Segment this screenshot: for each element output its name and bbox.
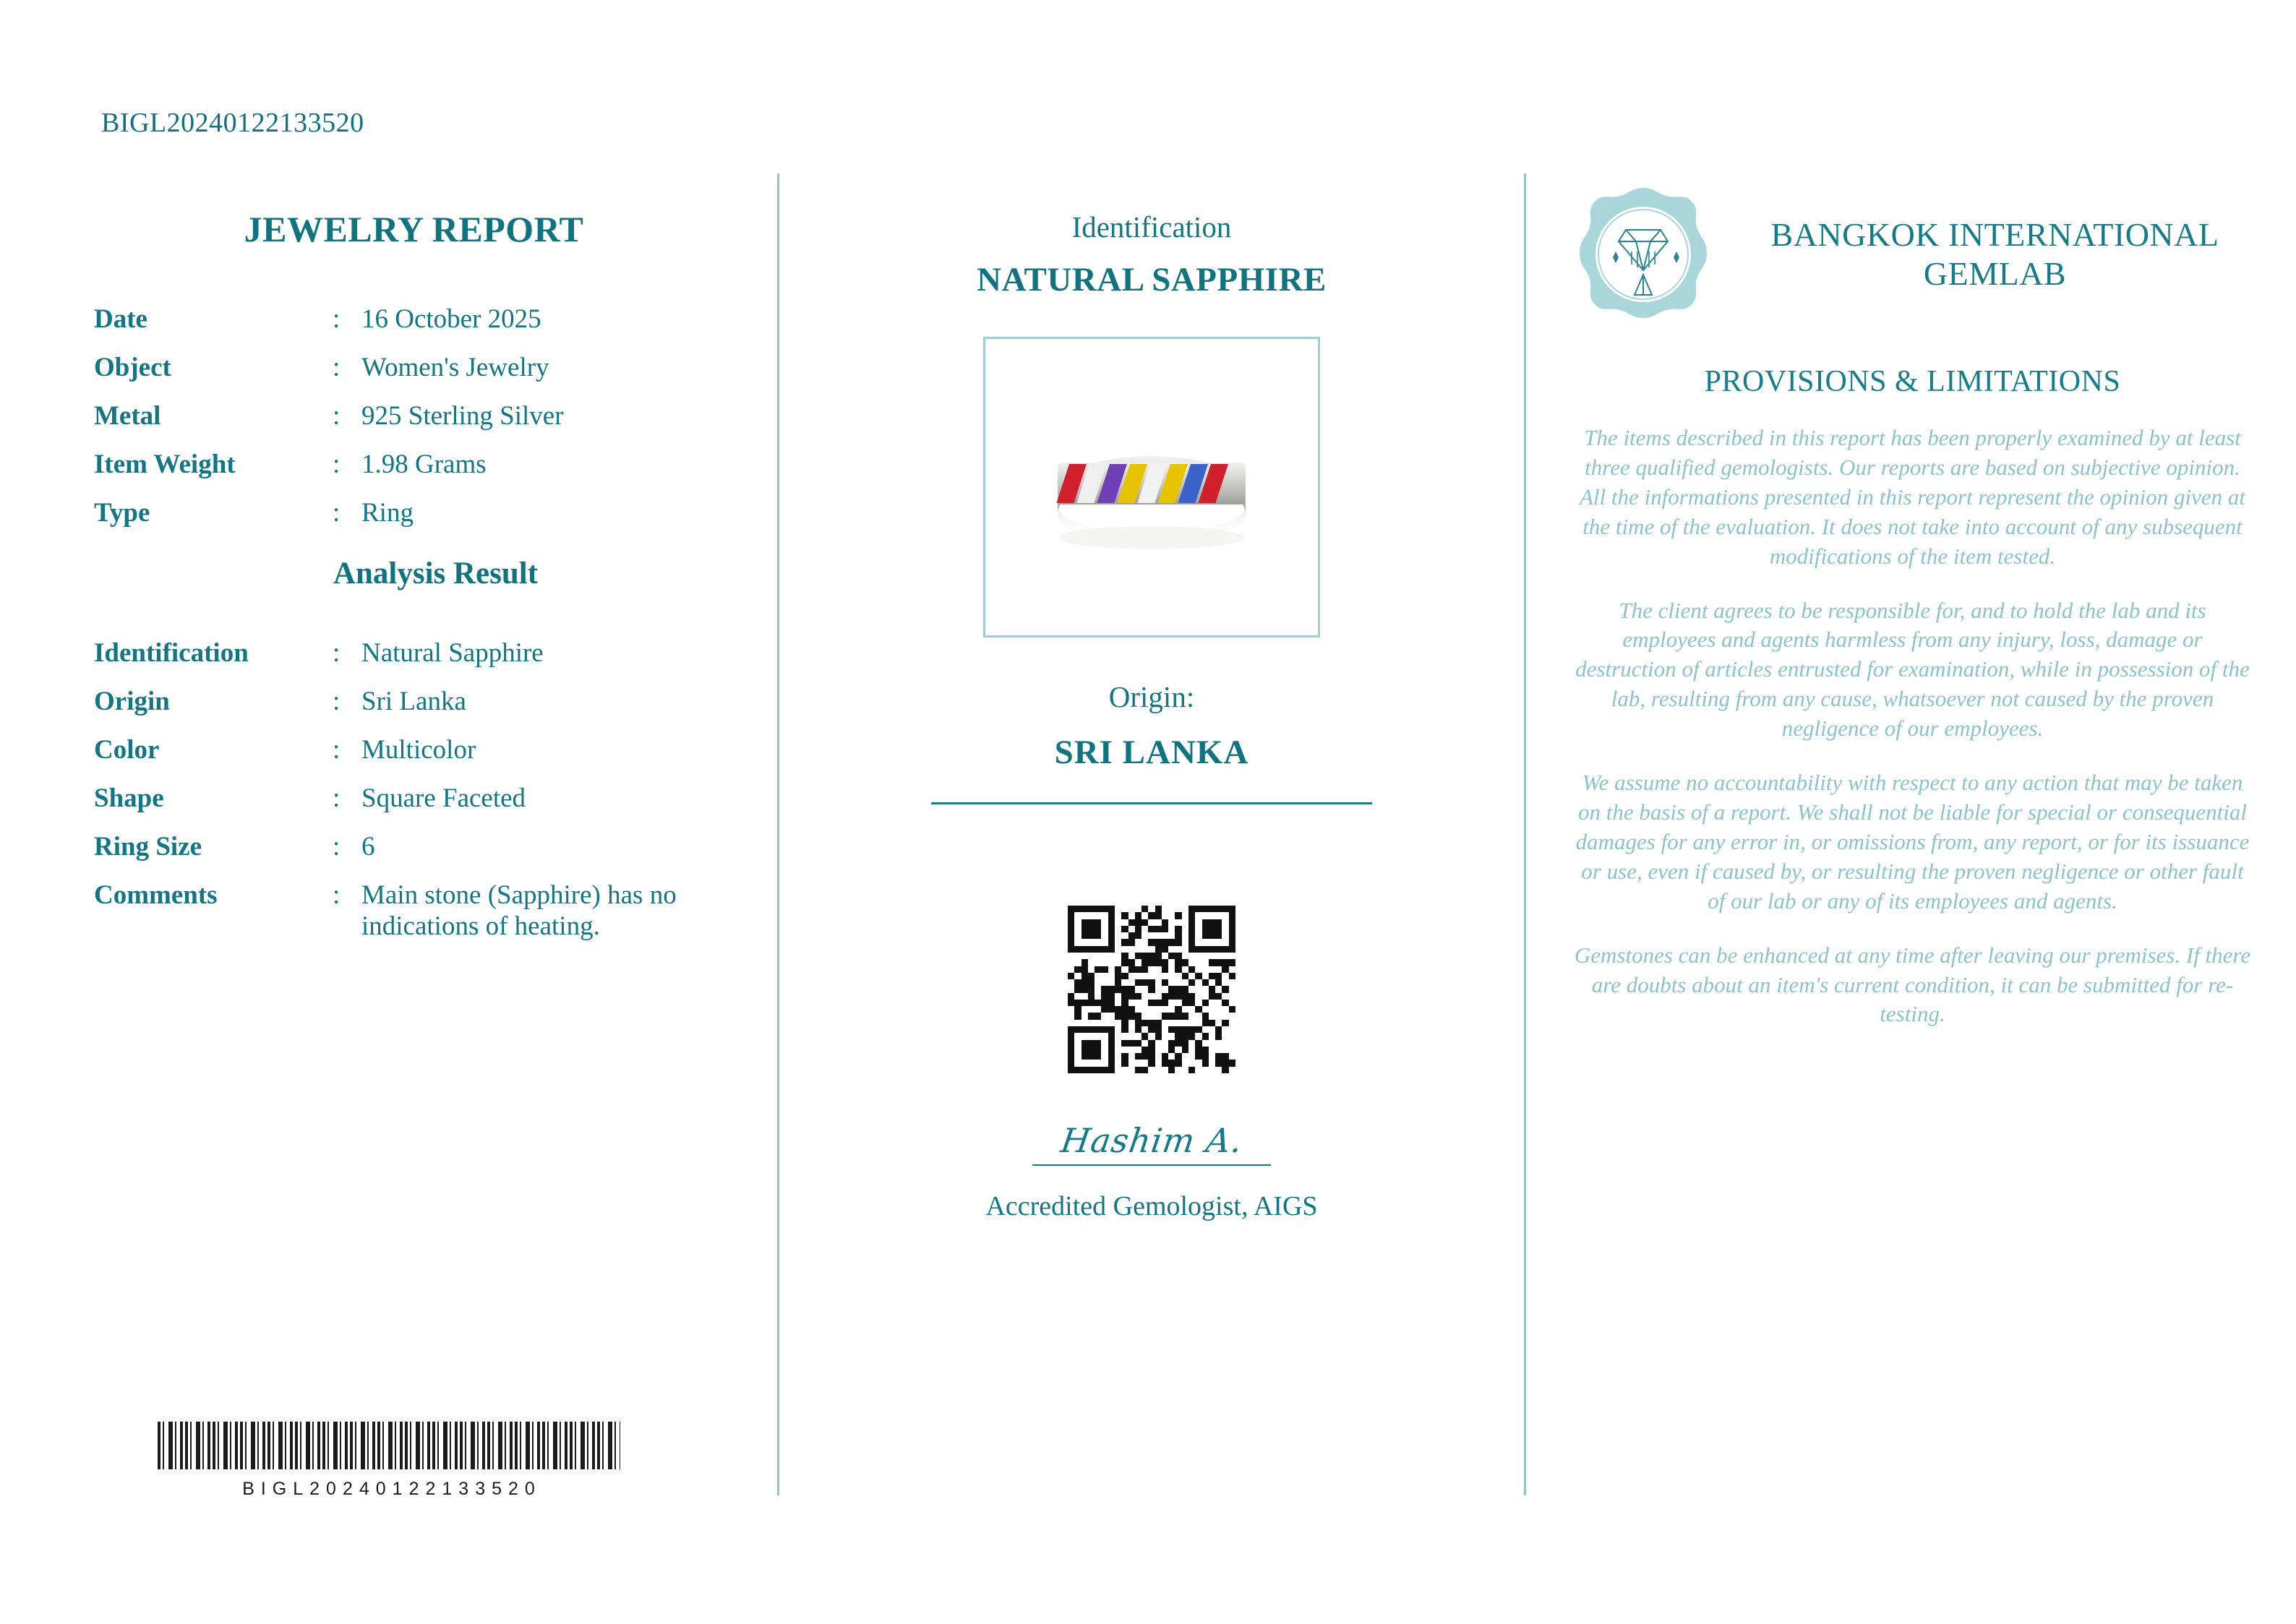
spec-key: Metal (94, 401, 161, 431)
provisions-title: PROVISIONS & LIMITATIONS (1704, 365, 2121, 398)
table-row (94, 440, 734, 489)
table-row (94, 726, 734, 774)
table-row (94, 489, 734, 537)
identification-value: NATURAL SAPPHIRE (977, 261, 1327, 298)
analysis-key: Identification (94, 638, 249, 668)
spec-key: Object (94, 353, 171, 382)
analysis-result-heading: Analysis Result (333, 557, 539, 590)
table-row (94, 392, 734, 440)
spec-value: 16 October 2025 (361, 304, 541, 334)
origin-value: SRI LANKA (1054, 734, 1249, 771)
spec-value: 1.98 Grams (361, 450, 487, 479)
barcode-image (158, 1422, 620, 1469)
analysis-key: Shape (94, 783, 164, 813)
provisions-paragraph: The client agrees to be responsible for, and to hold the lab and its employees and agents harmless from any injury, loss, damage or destruction of articles entrusted for examination, while in possession of the lab, resulting from any cause, whatsoever not caused by the proven negligence of our employees. (1575, 597, 2250, 742)
spec-value: Ring (361, 498, 414, 528)
table-row (94, 677, 734, 726)
brand-header (1571, 182, 2254, 327)
table-row (94, 629, 734, 677)
signature-line (1032, 1164, 1271, 1166)
analysis-value: Multicolor (361, 735, 476, 765)
analysis-key: Ring Size (94, 832, 202, 862)
spec-value: Women's Jewelry (361, 353, 549, 382)
analysis-sep: : (333, 880, 340, 910)
identification-label: Identification (1071, 210, 1232, 244)
spec-value: 925 Sterling Silver (361, 401, 564, 431)
signature: Hashim A. (1058, 1121, 1246, 1160)
table-row (94, 774, 734, 822)
analysis-key: Color (94, 735, 160, 765)
report-id: BIGL20240122133520 (101, 108, 364, 138)
qr-code-area[interactable] (808, 906, 1495, 1073)
specs-table (94, 295, 734, 537)
origin-label: Origin: (1108, 680, 1195, 713)
ring-photo (1029, 406, 1275, 580)
table-row (94, 343, 734, 392)
spec-key: Date (94, 304, 147, 334)
provisions-paragraph: Gemstones can be enhanced at any time after leaving our premises. If there are doubts about an item's current condition, it can be submitted for re-testing. (1574, 942, 2251, 1027)
analysis-table (94, 629, 734, 950)
analysis-value: Square Faceted (361, 783, 526, 813)
analysis-sep: : (333, 832, 340, 862)
table-row (94, 871, 734, 950)
analysis-sep: : (333, 783, 340, 813)
three-column-layout (0, 165, 2296, 1508)
analysis-sep: : (333, 638, 340, 668)
spec-sep: : (333, 401, 340, 431)
signature-area (808, 1121, 1495, 1222)
provisions-paragraph: We assume no accountability with respect to any action that may be taken on the basis of a report. We shall not be liable for special or consequential damages for any error in, or omissions from, any report, or for its issuance or use, even if caused by, or resulting the proven negligence or other fault of our lab or any of its employees and agents. (1575, 770, 2250, 914)
middle-column (779, 165, 1524, 1508)
left-column (0, 165, 777, 1508)
analysis-value: Main stone (Sapphire) has no indications of heating. (361, 880, 677, 941)
gem-photo-frame (983, 337, 1320, 637)
table-row (94, 822, 734, 871)
analysis-key: Comments (94, 880, 218, 910)
spec-key: Type (94, 498, 150, 528)
signature-caption: Accredited Gemologist, AIGS (985, 1191, 1318, 1221)
provisions-paragraph: The items described in this report has been properly examined by at least three qualified gemologists. Our reports are based on subjective opinion. All the informations presented in this report represent the opinion given at the time of the evaluation. It does not take into account of any subsequent modifications of the item tested. (1580, 425, 2245, 569)
analysis-value: Natural Sapphire (361, 638, 544, 668)
qr-code[interactable] (1068, 906, 1235, 1073)
spec-key: Item Weight (94, 450, 236, 479)
right-column (1526, 165, 2296, 1508)
page-title: JEWELRY REPORT (244, 209, 584, 249)
analysis-key: Origin (94, 687, 170, 716)
brand-name: BANGKOK INTERNATIONAL GEMLAB (1770, 215, 2219, 292)
analysis-sep: : (333, 735, 340, 765)
horizontal-rule (931, 802, 1372, 804)
gemlab-logo-icon (1571, 182, 1715, 327)
analysis-value: 6 (361, 832, 375, 862)
spec-sep: : (333, 353, 340, 382)
barcode-area (0, 1422, 777, 1500)
spec-sep: : (333, 450, 340, 479)
table-row (94, 295, 734, 343)
barcode-number: BIGL20240122133520 (242, 1479, 541, 1499)
analysis-sep: : (333, 687, 340, 716)
spec-sep: : (333, 304, 340, 334)
analysis-value: Sri Lanka (361, 687, 466, 716)
spec-sep: : (333, 498, 340, 528)
